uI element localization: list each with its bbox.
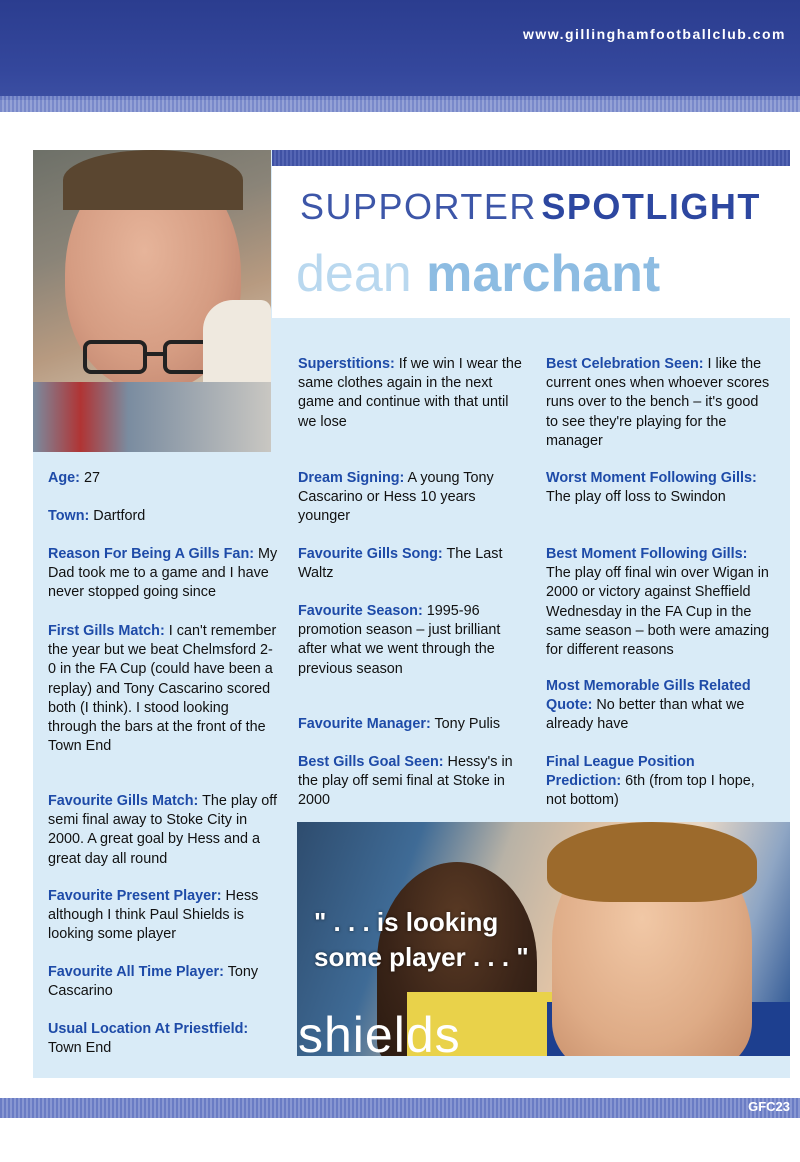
qa-item	[298, 715, 530, 734]
qa-answer: No better than what we already have	[546, 697, 745, 733]
qa-answer: I like the current ones when whoever scores runs over to the bench – it's good to see they're playing for the manager	[546, 356, 770, 449]
qa-question: Dream Signing:	[298, 470, 405, 486]
qa-answer: Town End	[48, 1040, 112, 1057]
player-hair	[547, 822, 757, 902]
qa-question: Favourite Gills Song:	[298, 546, 443, 562]
supporter-first-name: dean	[296, 245, 412, 303]
qa-question: Best Moment Following Gills:	[546, 546, 748, 562]
qa-answer: 27	[79, 470, 100, 486]
supporter-shirt	[33, 382, 271, 452]
qa-answer: The play off final win over Wigan in 2000 or victory against Sheffield Wednesday in the FA Cup in the same season – both were amazing for different reasons	[546, 565, 770, 659]
qa-item	[298, 469, 530, 527]
qa-answer: The play off loss to Swindon	[546, 489, 726, 506]
qa-question: Favourite Manager:	[298, 716, 431, 732]
qa-item	[298, 545, 530, 583]
qa-question: Usual Location At Priestfield:	[48, 1021, 249, 1037]
qa-question: Favourite Present Player:	[48, 888, 222, 904]
qa-question: Best Gills Goal Seen:	[298, 754, 444, 770]
header-bar	[0, 0, 800, 100]
qa-question: Most Memorable Gills Related Quote:	[546, 678, 751, 714]
qa-question: Town:	[48, 508, 90, 524]
qa-item	[48, 887, 278, 945]
supporter-photo	[33, 150, 271, 452]
supporter-name	[296, 244, 660, 304]
footer-stripe	[0, 1098, 800, 1118]
qa-question: Worst Moment Following Gills:	[546, 470, 757, 486]
qa-answer: 1995-96 promotion season – just brilliant after what we went through the previous season	[298, 603, 501, 677]
qa-item	[48, 1020, 278, 1058]
header-stripe	[0, 96, 800, 112]
page-number: GFC23	[748, 1099, 790, 1114]
qa-question: Best Celebration Seen:	[546, 356, 704, 372]
supporter-hair	[63, 150, 243, 210]
qa-question: Favourite All Time Player:	[48, 964, 224, 980]
photo-quote: " . . . is looking some player . . . "	[314, 907, 529, 972]
qa-question: Final League Position Prediction:	[546, 754, 695, 790]
title-bold-word: SPOTLIGHT	[541, 186, 761, 227]
qa-answer: My Dad took me to a game and I have never stopped going since	[48, 546, 278, 601]
qa-item	[48, 507, 278, 526]
title-banner-stripe	[272, 150, 790, 166]
supporter-last-name: marchant	[426, 245, 661, 303]
qa-answer: The Last Waltz	[298, 546, 503, 582]
page-title	[300, 186, 761, 228]
qa-answer: A young Tony Cascarino or Hess 10 years younger	[298, 470, 494, 525]
qa-item	[298, 602, 530, 679]
qa-item	[546, 677, 772, 735]
qa-question: Age:	[48, 470, 80, 486]
qa-item	[298, 355, 530, 432]
qa-item	[48, 792, 278, 869]
qa-answer: The play off semi final away to Stoke City in 2000. A great goal by Hess and a great day all round	[48, 793, 278, 867]
qa-item	[48, 469, 278, 488]
title-light-word: SUPPORTER	[300, 186, 537, 227]
qa-item	[546, 753, 772, 811]
qa-item	[48, 545, 278, 603]
qa-question: Favourite Gills Match:	[48, 793, 199, 809]
qa-item	[546, 545, 772, 660]
qa-answer: 6th (from top I hope, not bottom)	[546, 773, 755, 809]
qa-answer: Tony Pulis	[430, 716, 501, 732]
qa-item	[48, 963, 278, 1001]
qa-item	[546, 355, 772, 451]
photo-player-name: shields	[298, 1007, 461, 1063]
qa-question: Favourite Season:	[298, 603, 423, 619]
qa-question: Reason For Being A Gills Fan:	[48, 546, 255, 562]
qa-question: Superstitions:	[298, 356, 395, 372]
qa-answer: Dartford	[89, 508, 146, 524]
qa-answer: Hess although I think Paul Shields is looking some player	[48, 888, 259, 943]
website-url[interactable]: www.gillinghamfootballclub.com	[522, 26, 786, 42]
qa-answer: If we win I wear the same clothes again in the next game and continue with that until we lose	[298, 356, 522, 430]
qa-answer: Tony Cascarino	[48, 964, 259, 1000]
qa-answer: Hessy's in the play off semi final at Stoke in 2000	[298, 754, 513, 809]
qa-question: First Gills Match:	[48, 623, 165, 639]
qa-answer: I can't remember the year but we beat Chelmsford 2-0 in the FA Cup (could have been a replay) and Tony Cascarino scored both (I think). I stood looking through the bars at the front of the Town End	[48, 623, 277, 755]
qa-item	[298, 753, 530, 811]
qa-item	[48, 622, 278, 756]
qa-item	[546, 469, 772, 507]
